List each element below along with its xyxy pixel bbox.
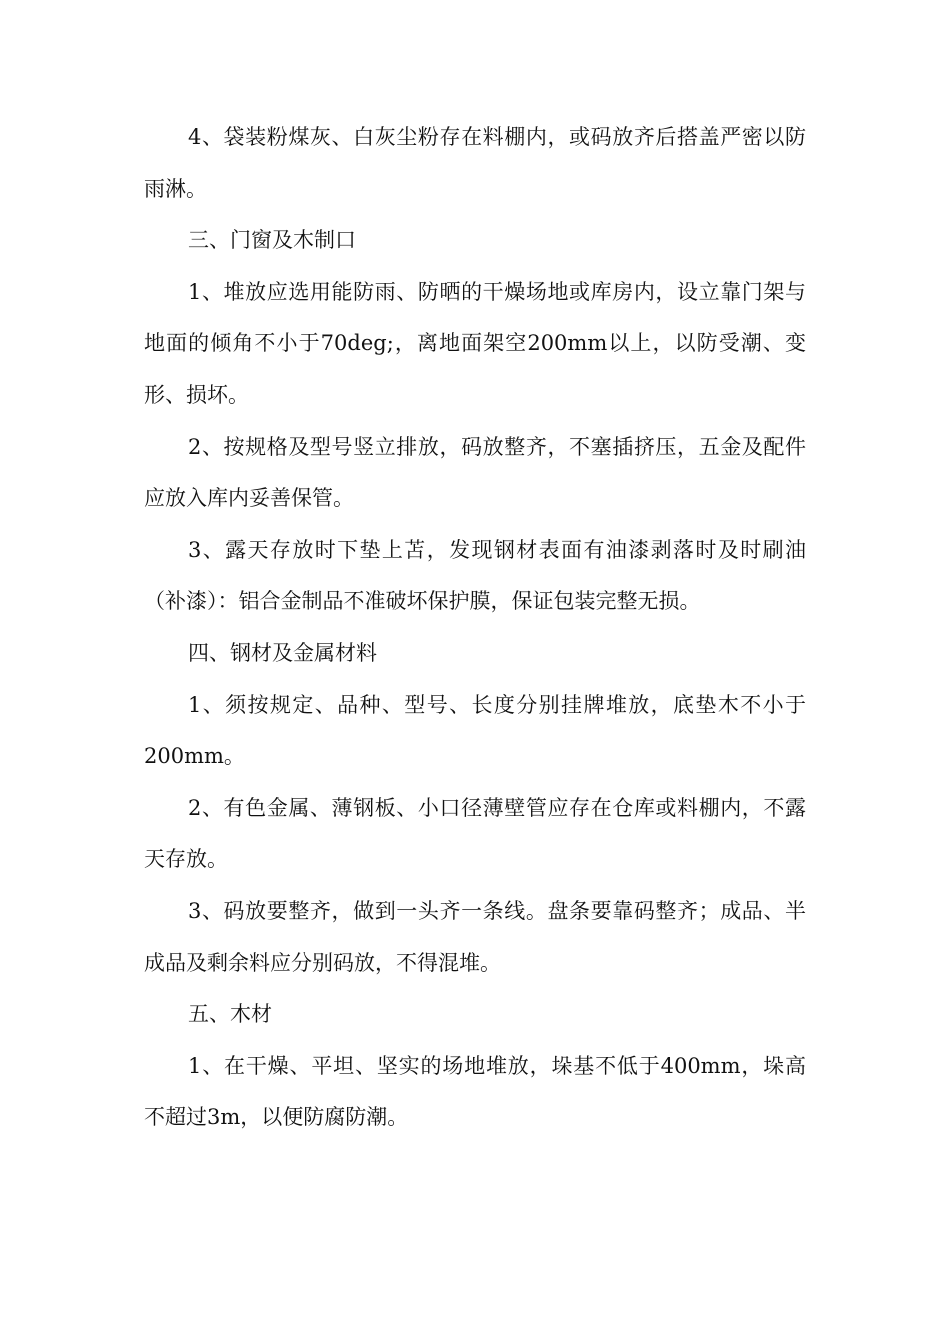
paragraph-item-3-outdoor-storage: 3、露天存放时下垫上苫，发现钢材表面有油漆剥落时及时刷油（补漆）：铝合金制品不准破坏保护膜，保证包装完整无损。 (144, 537, 806, 614)
section-heading-timber: 五、木材 (188, 1002, 272, 1027)
paragraph-item-1-timber-stacking: 1、在干燥、平坦、坚实的场地堆放，垛基不低于400mm，垛高不超过3m，以便防腐防潮。 (144, 1053, 806, 1130)
paragraph-item-2-door-arrangement: 2、按规格及型号竖立排放，码放整齐，不塞插挤压，五金及配件应放入库内妥善保管。 (144, 434, 806, 511)
paragraph-item-1-door-storage: 1、堆放应选用能防雨、防晒的干燥场地或库房内，设立靠门架与地面的倾角不小于70deg;，离地面架空200mm以上，以防受潮、变形、损坏。 (144, 279, 806, 407)
document-body (144, 112, 806, 1144)
paragraph-item-4-bagged-ash: 4、袋装粉煤灰、白灰尘粉存在料棚内，或码放齐后搭盖严密以防雨淋。 (144, 125, 806, 201)
paragraph-item-2-nonferrous-storage: 2、有色金属、薄钢板、小口径薄壁管应存在仓库或料棚内，不露天存放。 (144, 795, 806, 872)
paragraph-item-3-neat-stacking: 3、码放要整齐，做到一头齐一条线。盘条要靠码整齐；成品、半成品及剩余料应分别码放，不得混堆。 (144, 898, 806, 975)
section-heading-steel-metal: 四、钢材及金属材料 (188, 640, 377, 665)
paragraph-item-1-steel-stacking: 1、须按规定、品种、型号、长度分别挂牌堆放，底垫木不小于200mm。 (144, 692, 806, 769)
section-heading-doors-windows: 三、门窗及木制口 (188, 228, 356, 253)
